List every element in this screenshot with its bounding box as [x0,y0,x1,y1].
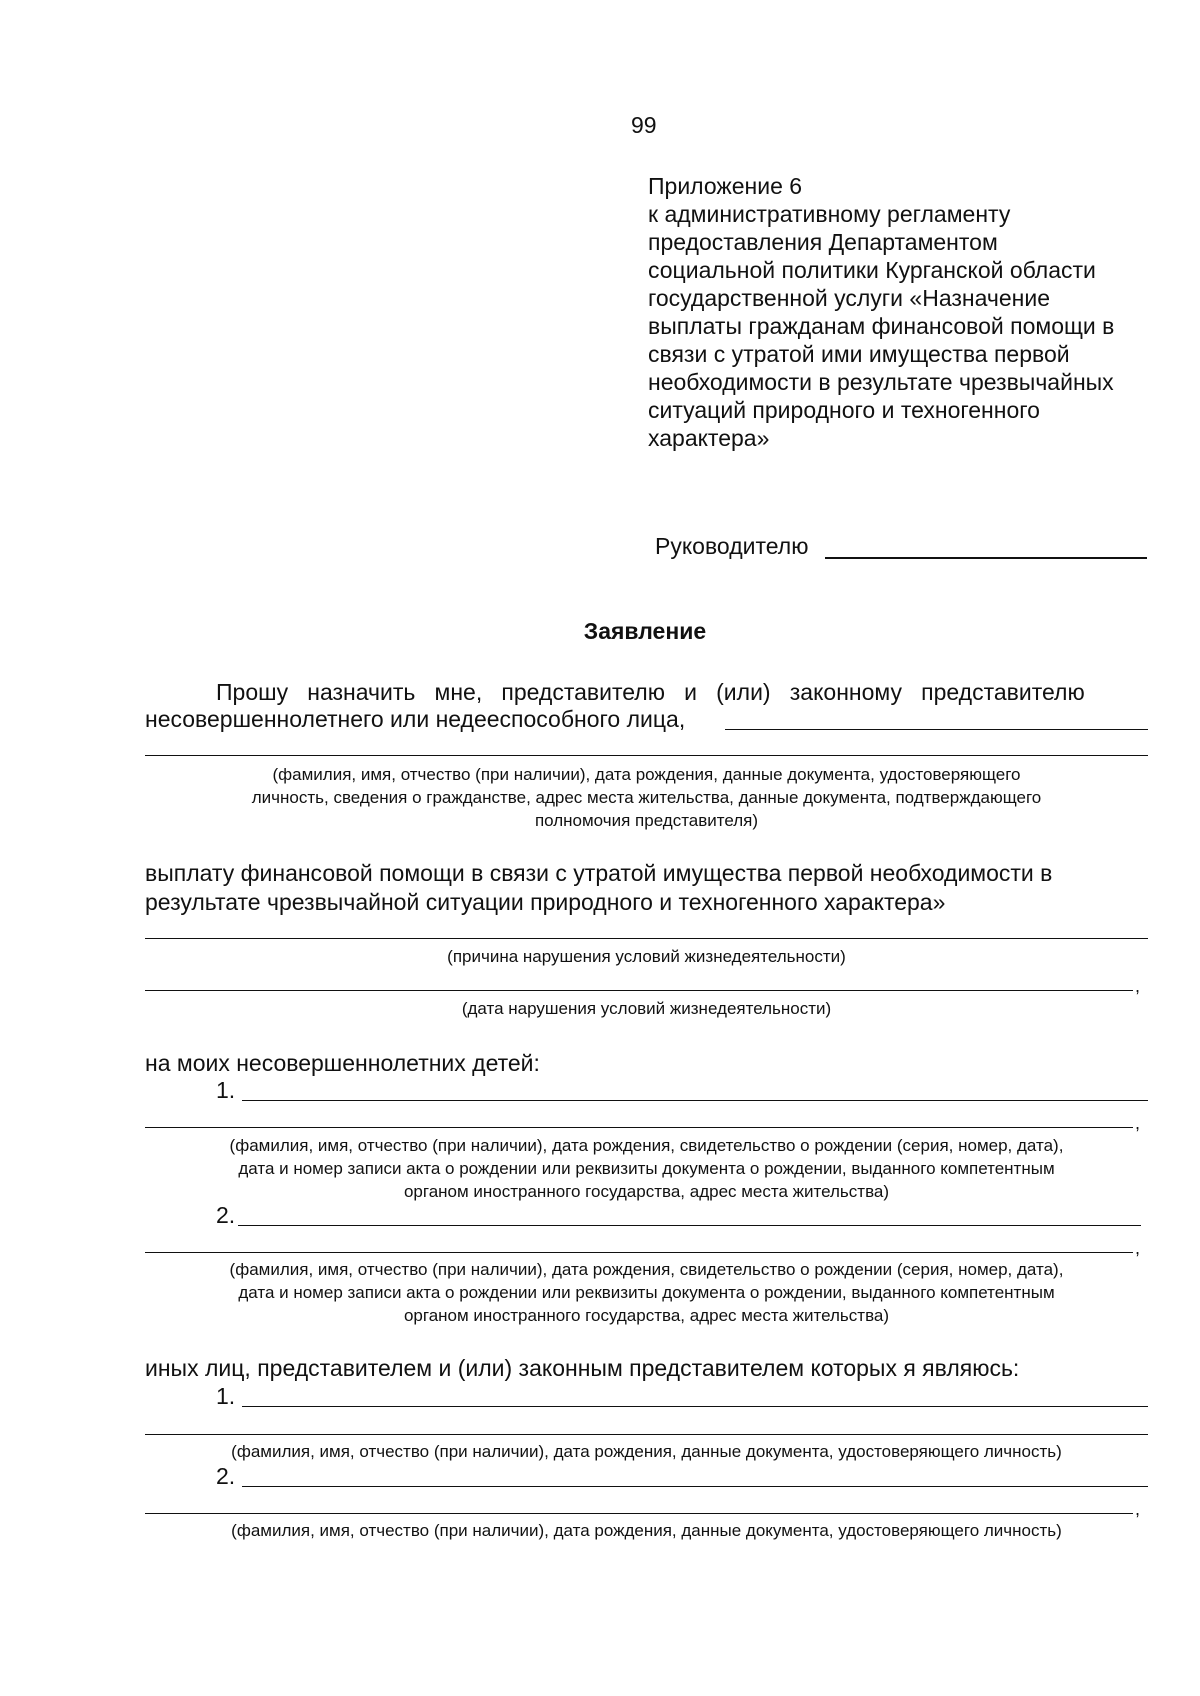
document-title: Заявление [583,618,707,644]
date-hint: (дата нарушения условий жизнедеятельности) [461,999,832,1018]
appendix-line: государственной услуги «Назначение [648,285,1051,311]
page-number: 99 [631,112,657,138]
appendix-line: выплаты гражданам финансовой помощи в [648,313,1115,339]
child-1-field[interactable] [242,1100,1148,1101]
addressee-label: Руководителю [655,533,809,559]
request-line-2: несовершеннолетнего или недееспособного лица, [145,706,686,732]
appendix-header [648,172,1168,452]
others-heading: иных лиц, представителем и (или) законным представителем которых я являюсь: [145,1355,1020,1381]
hint-line: дата и номер записи акта о рождении или реквизиты документа о рождении, выданного компетентным [238,1283,1055,1302]
hint-line: (фамилия, имя, отчество (при наличии), дата рождения, свидетельство о рождении (серия, номер, дата), [229,1136,1064,1155]
comma: , [1135,1499,1141,1519]
payment-line-1: выплату финансовой помощи в связи с утратой имущества первой необходимости в [145,860,1053,886]
applicant-field[interactable] [725,729,1148,730]
appendix-line: ситуаций природного и техногенного [648,397,1040,423]
child-1-field-continued[interactable] [145,1127,1133,1128]
other-1-field-continued[interactable] [145,1434,1148,1435]
reason-field[interactable] [145,938,1148,939]
other-2-field-continued[interactable] [145,1513,1133,1514]
appendix-line: социальной политики Курганской области [648,257,1096,283]
hint-line: (фамилия, имя, отчество (при наличии), дата рождения, данные документа, удостоверяющего [272,765,1021,784]
appendix-line: необходимости в результате чрезвычайных [648,369,1114,395]
child-1-hint [145,1134,1148,1203]
appendix-line: связи с утратой ими имущества первой [648,341,1070,367]
child-2-field[interactable] [238,1225,1141,1226]
payment-line-2: результате чрезвычайной ситуации природного и техногенного характера» [145,889,946,915]
hint-line: органом иностранного государства, адрес места жительства) [403,1306,890,1325]
other-1-field[interactable] [242,1406,1148,1407]
date-field[interactable] [145,990,1133,991]
other-2-hint: (фамилия, имя, отчество (при наличии), дата рождения, данные документа, удостоверяющего личность) [231,1521,1062,1540]
appendix-line: к административному регламенту [648,201,1011,227]
other-1-number: 1. [216,1383,236,1409]
reason-hint: (причина нарушения условий жизнедеятельности) [447,947,846,966]
applicant-hint [145,763,1148,832]
other-2-field[interactable] [242,1486,1148,1487]
hint-line: дата и номер записи акта о рождении или реквизиты документа о рождении, выданного компетентным [238,1159,1055,1178]
children-heading: на моих несовершеннолетних детей: [145,1050,540,1076]
hint-line: полномочия представителя) [534,811,759,830]
other-2-number: 2. [216,1463,236,1489]
hint-line: органом иностранного государства, адрес места жительства) [403,1182,890,1201]
appendix-line: предоставления Департаментом [648,229,998,255]
request-line-1: Прошу назначить мне, представителю и (или) законному представителю [216,679,1085,705]
appendix-line: Приложение 6 [648,173,803,199]
child-1-number: 1. [216,1077,236,1103]
applicant-field-continued[interactable] [145,755,1148,756]
comma: , [1135,1113,1141,1133]
comma: , [1135,976,1141,996]
child-2-field-continued[interactable] [145,1252,1133,1253]
addressee-field[interactable] [825,557,1147,559]
appendix-line: характера» [648,425,770,451]
child-2-number: 2. [216,1202,236,1228]
other-1-hint: (фамилия, имя, отчество (при наличии), дата рождения, данные документа, удостоверяющего личность) [231,1442,1062,1461]
hint-line: личность, сведения о гражданстве, адрес места жительства, данные документа, подтверждающего [251,788,1042,807]
child-2-hint [145,1258,1148,1327]
comma: , [1135,1238,1141,1258]
hint-line: (фамилия, имя, отчество (при наличии), дата рождения, свидетельство о рождении (серия, номер, дата), [229,1260,1064,1279]
